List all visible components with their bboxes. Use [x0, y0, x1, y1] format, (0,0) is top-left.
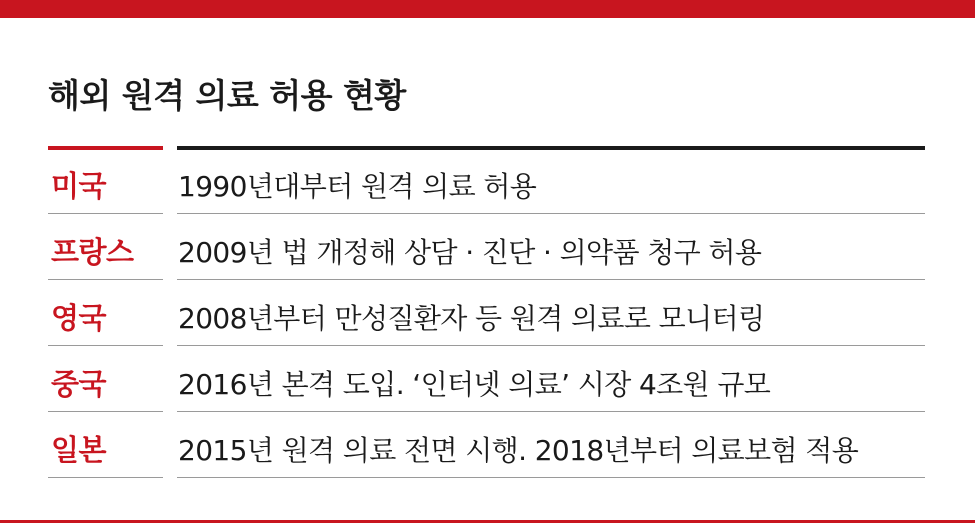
country-description: 2009년 법 개정해 상담 · 진단 · 의약품 청구 허용: [178, 236, 762, 269]
country-label: 중국: [51, 367, 107, 401]
country-label: 영국: [51, 301, 107, 335]
country-description: 2015년 원격 의료 전면 시행. 2018년부터 의료보험 적용: [178, 434, 859, 467]
table-row-france: [0, 216, 975, 282]
row-divider: [48, 411, 163, 412]
table-row-china: [0, 348, 975, 414]
country-description: 1990년대부터 원격 의료 허용: [178, 170, 537, 203]
page-title: 해외 원격 의료 허용 현황: [48, 76, 406, 115]
row-divider: [48, 279, 163, 280]
table-row-uk: [0, 282, 975, 348]
row-divider: [177, 345, 925, 346]
row-divider: [48, 477, 163, 478]
table-row-japan: [0, 414, 975, 480]
country-label: 미국: [51, 169, 107, 203]
row-divider: [177, 213, 925, 214]
row-divider: [177, 477, 925, 478]
top-accent-bar: [0, 0, 975, 18]
country-label: 일본: [51, 433, 107, 467]
row-divider: [177, 411, 925, 412]
bottom-accent-line: [0, 520, 975, 523]
country-label: 프랑스: [51, 235, 134, 269]
row-divider: [177, 279, 925, 280]
country-description: 2016년 본격 도입. ‘인터넷 의료’ 시장 4조원 규모: [178, 368, 771, 401]
table-row-us: [0, 150, 975, 216]
row-divider: [48, 213, 163, 214]
row-divider: [48, 345, 163, 346]
country-description: 2008년부터 만성질환자 등 원격 의료로 모니터링: [178, 302, 765, 335]
